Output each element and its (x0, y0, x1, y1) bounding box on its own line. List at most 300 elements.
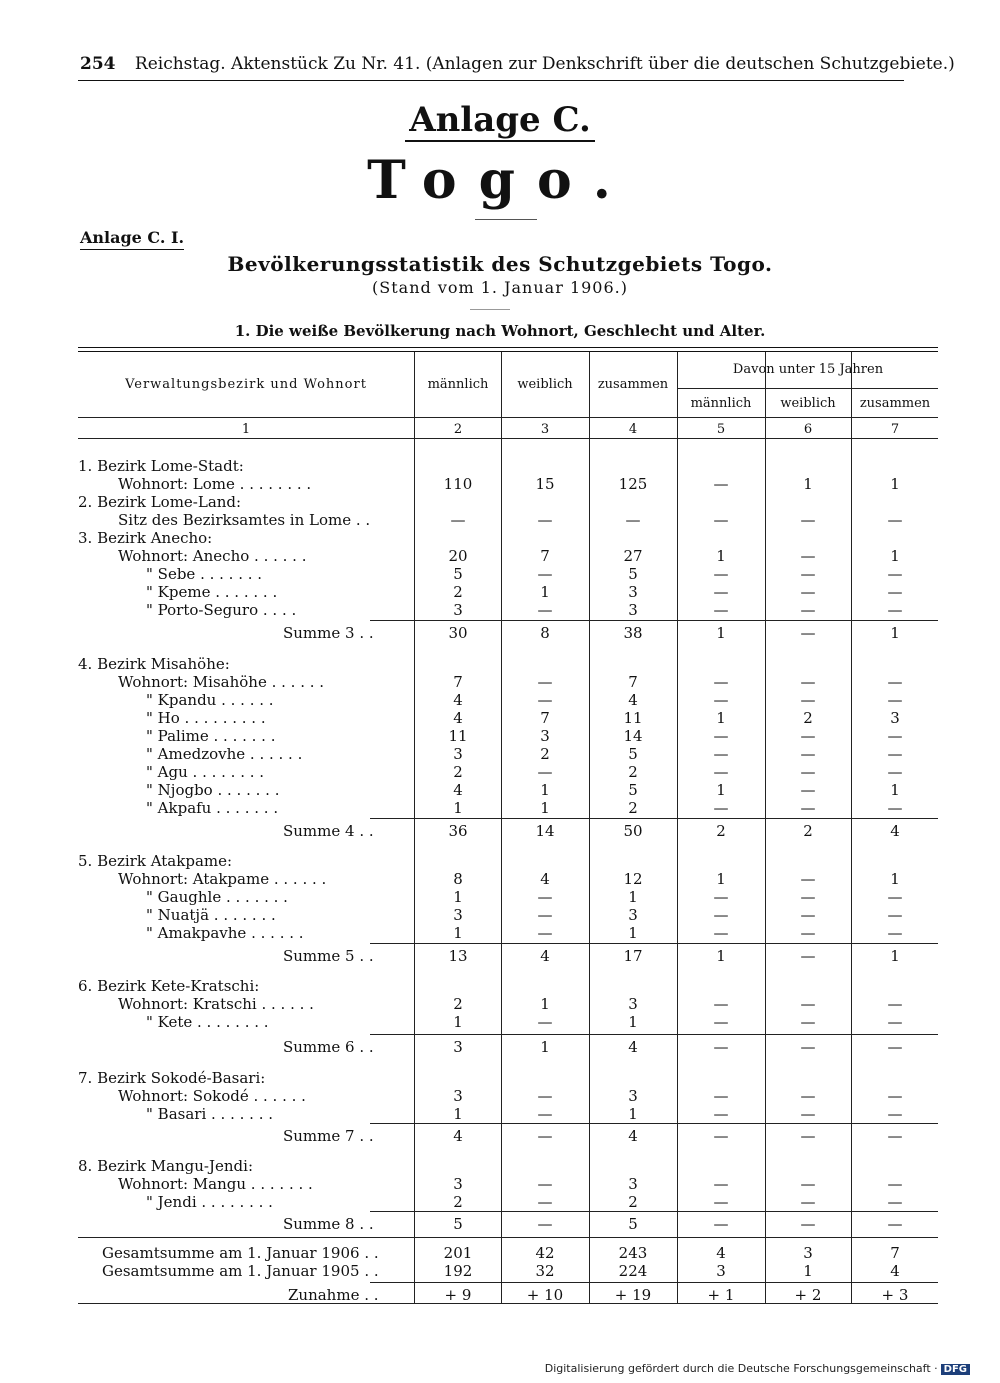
table-cell: 1 (716, 709, 726, 727)
table-cell: — (887, 906, 903, 924)
table-cell: 1 (453, 924, 463, 942)
row-label: " Basari . . . . . . . (146, 1105, 273, 1123)
table-cell: — (713, 583, 729, 601)
table-cell: — (713, 1087, 729, 1105)
table-cell: — (800, 1215, 816, 1233)
table-cell: 2 (628, 799, 638, 817)
table-cell: 12 (623, 870, 643, 888)
table-cell: + 1 (707, 1286, 735, 1304)
table-cell: — (537, 1105, 553, 1123)
table-cell: 7 (540, 547, 550, 565)
table-cell: — (713, 763, 729, 781)
table-row (0, 1069, 1000, 1087)
table-cell: 3 (453, 601, 463, 619)
table-cell: — (800, 691, 816, 709)
table-cell: 1 (716, 947, 726, 965)
table-cell: 42 (535, 1244, 555, 1262)
column-header-female-u15: weiblich (780, 396, 836, 411)
sum-rule (370, 620, 938, 621)
table-cell: — (713, 995, 729, 1013)
table-cell: — (800, 1013, 816, 1031)
table-cell: 3 (628, 995, 638, 1013)
table-cell: — (713, 1127, 729, 1145)
table-cell: 7 (540, 709, 550, 727)
table-cell: 3 (453, 1038, 463, 1056)
table-cell: 1 (716, 547, 726, 565)
column-header-male-u15: männlich (690, 396, 752, 411)
row-label: Wohnort: Misahöhe . . . . . . (118, 673, 325, 691)
table-cell: 1 (540, 781, 550, 799)
row-label: Summe 5 . . (283, 947, 374, 965)
table-cell: — (800, 673, 816, 691)
row-label: 6. Bezirk Kete-Kratschi: (78, 977, 260, 995)
running-header (80, 54, 955, 74)
table-cell: 5 (628, 1215, 638, 1233)
sum-row (0, 1286, 1000, 1304)
row-label: " Kpeme . . . . . . . (146, 583, 278, 601)
section-title: 1. Die weiße Bevölkerung nach Wohnort, Geschlecht und Alter. (234, 322, 766, 340)
table-cell: 1 (628, 1105, 638, 1123)
row-label: 5. Bezirk Atakpame: (78, 852, 233, 870)
table-row (0, 583, 1000, 601)
row-label: Wohnort: Kratschi . . . . . . (118, 995, 314, 1013)
table-cell: — (887, 601, 903, 619)
table-row (0, 727, 1000, 745)
table-cell: — (800, 727, 816, 745)
table-cell: — (713, 601, 729, 619)
table-cell: 1 (540, 995, 550, 1013)
dfg-logo: DFG (941, 1364, 970, 1375)
row-label: " Njogbo . . . . . . . (146, 781, 280, 799)
table-row (0, 655, 1000, 673)
totals-rule (78, 1237, 938, 1238)
table-row (0, 547, 1000, 565)
table-row (0, 565, 1000, 583)
table-cell: — (887, 763, 903, 781)
table-cell: + 3 (881, 1286, 909, 1304)
table-cell: 27 (623, 547, 643, 565)
table-row (0, 906, 1000, 924)
table-cell: 5 (453, 1215, 463, 1233)
sum-row (0, 947, 1000, 965)
table-cell: 3 (628, 1087, 638, 1105)
table-cell: — (537, 1127, 553, 1145)
table-row (0, 529, 1000, 547)
table-cell: 2 (453, 763, 463, 781)
country-title: Togo. (367, 150, 633, 211)
table-cell: 3 (628, 583, 638, 601)
table-cell: 14 (623, 727, 643, 745)
table-cell: — (800, 1105, 816, 1123)
row-label: 7. Bezirk Sokodé-Basari: (78, 1069, 266, 1087)
table-cell: — (800, 1175, 816, 1193)
table-cell: — (800, 870, 816, 888)
table-cell: 1 (716, 624, 726, 642)
table-cell: + 10 (526, 1286, 564, 1304)
row-label: Wohnort: Lome . . . . . . . . (118, 475, 312, 493)
table-row (0, 763, 1000, 781)
table-cell: 125 (618, 475, 648, 493)
table-cell: 3 (453, 906, 463, 924)
header-rule (78, 80, 904, 81)
table-cell: — (800, 763, 816, 781)
table-cell: 4 (453, 691, 463, 709)
table-cell: 3 (540, 727, 550, 745)
sum-rule (370, 1282, 938, 1283)
row-label: Summe 7 . . (283, 1127, 374, 1145)
table-cell: — (713, 924, 729, 942)
column-header-district: Verwaltungsbezirk und Wohnort (125, 377, 367, 392)
row-label: Wohnort: Sokodé . . . . . . (118, 1087, 306, 1105)
table-cell: 110 (443, 475, 473, 493)
table-cell: 1 (453, 1013, 463, 1031)
table-row (0, 1013, 1000, 1031)
table-cell: 50 (623, 822, 643, 840)
divider (470, 309, 510, 310)
table-cell: — (713, 1193, 729, 1211)
table-cell: — (800, 511, 816, 529)
table-cell: — (713, 1105, 729, 1123)
table-cell: — (887, 583, 903, 601)
table-cell: 11 (623, 709, 643, 727)
row-label: 8. Bezirk Mangu-Jendi: (78, 1157, 254, 1175)
row-label: " Sebe . . . . . . . (146, 565, 263, 583)
table-cell: 38 (623, 624, 643, 642)
table-cell: — (887, 1087, 903, 1105)
table-cell: — (713, 1215, 729, 1233)
table-cell: — (800, 995, 816, 1013)
table-row (0, 511, 1000, 529)
table-cell: 2 (453, 1193, 463, 1211)
table-cell: — (800, 547, 816, 565)
table-cell: — (887, 995, 903, 1013)
row-label: Wohnort: Mangu . . . . . . . (118, 1175, 313, 1193)
row-label: " Kpandu . . . . . . (146, 691, 274, 709)
table-cell: 5 (628, 781, 638, 799)
table-cell: — (713, 888, 729, 906)
table-cell: — (887, 1175, 903, 1193)
table-cell: 5 (628, 745, 638, 763)
table-cell: + 9 (444, 1286, 472, 1304)
table-cell: 7 (453, 673, 463, 691)
table-cell: — (800, 799, 816, 817)
row-label: " Kete . . . . . . . . (146, 1013, 269, 1031)
table-row (0, 1244, 1000, 1262)
table-cell: 2 (803, 822, 813, 840)
anlage-sub-title: Anlage C. I. (80, 228, 184, 250)
table-row (0, 1105, 1000, 1123)
footer-credit (545, 1362, 970, 1375)
column-number: 2 (453, 422, 463, 437)
table-cell: — (887, 924, 903, 942)
table-cell: — (800, 601, 816, 619)
row-label: Summe 8 . . (283, 1215, 374, 1233)
table-row (0, 977, 1000, 995)
footer-text: Digitalisierung gefördert durch die Deutsche Forschungsgemeinschaft · (544, 1362, 938, 1375)
table-cell: — (887, 745, 903, 763)
table-cell: 1 (540, 583, 550, 601)
column-header-total: zusammen (597, 377, 669, 392)
page-number: 254 (80, 54, 116, 74)
table-cell: 5 (453, 565, 463, 583)
table-cell: 3 (716, 1262, 726, 1280)
table-cell: 13 (448, 947, 468, 965)
table-row (0, 709, 1000, 727)
table-cell: — (713, 906, 729, 924)
table-cell: 30 (448, 624, 468, 642)
table-cell: — (713, 673, 729, 691)
table-cell: — (537, 906, 553, 924)
table-cell: 1 (890, 870, 900, 888)
table-cell: — (537, 1013, 553, 1031)
sum-rule (370, 1211, 938, 1212)
table-cell: 1 (890, 547, 900, 565)
table-cell: — (713, 1038, 729, 1056)
table-cell: 2 (628, 763, 638, 781)
table-top-rule (78, 347, 938, 348)
table-cell: 224 (618, 1262, 648, 1280)
table-cell: — (800, 745, 816, 763)
row-label: " Porto-Seguro . . . . (146, 601, 297, 619)
column-header-total-u15: zusammen (859, 396, 931, 411)
table-cell: — (887, 799, 903, 817)
table-cell: 36 (448, 822, 468, 840)
table-cell: 2 (540, 745, 550, 763)
table-cell: — (800, 1127, 816, 1145)
table-cell: — (713, 691, 729, 709)
table-cell: 4 (890, 1262, 900, 1280)
table-cell: 2 (453, 583, 463, 601)
table-cell: — (625, 511, 641, 529)
table-cell: 20 (448, 547, 468, 565)
table-cell: 192 (443, 1262, 473, 1280)
table-cell: 7 (628, 673, 638, 691)
sum-row (0, 624, 1000, 642)
table-cell: 1 (540, 799, 550, 817)
row-label: " Nuatjä . . . . . . . (146, 906, 276, 924)
table-cell: 4 (453, 781, 463, 799)
table-row (0, 852, 1000, 870)
table-cell: 1 (890, 475, 900, 493)
table-cell: 17 (623, 947, 643, 965)
table-row (0, 870, 1000, 888)
table-cell: 7 (890, 1244, 900, 1262)
table-row (0, 457, 1000, 475)
row-label: Summe 4 . . (283, 822, 374, 840)
table-cell: 2 (453, 995, 463, 1013)
column-group-header: Davon unter 15 Jahren (732, 362, 884, 377)
table-cell: 4 (453, 709, 463, 727)
table-cell: — (800, 781, 816, 799)
table-cell: — (800, 906, 816, 924)
group-header-rule (677, 388, 938, 389)
table-cell: — (887, 727, 903, 745)
row-label: " Agu . . . . . . . . (146, 763, 265, 781)
sum-rule (370, 818, 938, 819)
table-row (0, 995, 1000, 1013)
table-cell: — (887, 1215, 903, 1233)
table-cell: 1 (716, 870, 726, 888)
table-row (0, 1087, 1000, 1105)
table-cell: — (537, 673, 553, 691)
column-number: 3 (540, 422, 550, 437)
table-cell: 1 (628, 888, 638, 906)
column-number: 4 (628, 422, 638, 437)
table-cell: 243 (618, 1244, 648, 1262)
table-cell: 201 (443, 1244, 473, 1262)
sum-row (0, 822, 1000, 840)
table-cell: — (887, 1038, 903, 1056)
table-row (0, 1175, 1000, 1193)
table-cell: 2 (803, 709, 813, 727)
anlage-title: Anlage C. (0, 100, 1000, 140)
column-number: 7 (890, 422, 900, 437)
table-cell: — (887, 1127, 903, 1145)
table-cell: 4 (540, 947, 550, 965)
row-label: " Akpafu . . . . . . . (146, 799, 279, 817)
table-cell: — (800, 565, 816, 583)
table-cell: 1 (453, 888, 463, 906)
table-cell: 8 (453, 870, 463, 888)
table-cell: 1 (628, 924, 638, 942)
table-cell: 3 (890, 709, 900, 727)
row-label: 1. Bezirk Lome-Stadt: (78, 457, 244, 475)
table-cell: 3 (453, 745, 463, 763)
table-cell: — (537, 924, 553, 942)
table-cell: 1 (453, 1105, 463, 1123)
column-number: 1 (241, 422, 251, 437)
row-label: Summe 6 . . (283, 1038, 374, 1056)
row-label: " Amedzovhe . . . . . . (146, 745, 303, 763)
column-header-male: männlich (427, 377, 489, 392)
table-cell: — (713, 475, 729, 493)
table-cell: — (800, 624, 816, 642)
table-top-rule (78, 351, 938, 352)
column-number-rule (78, 438, 938, 439)
subtitle: (Stand vom 1. Januar 1906.) (372, 278, 628, 297)
table-cell: 1 (890, 624, 900, 642)
row-label: Gesamtsumme am 1. Januar 1906 . . (102, 1244, 379, 1262)
row-label: 4. Bezirk Misahöhe: (78, 655, 230, 673)
table-cell: 4 (628, 1038, 638, 1056)
table-row (0, 475, 1000, 493)
row-label: " Gaughle . . . . . . . (146, 888, 288, 906)
table-cell: — (887, 888, 903, 906)
table-row (0, 691, 1000, 709)
table-cell: 3 (453, 1087, 463, 1105)
table-cell: — (713, 511, 729, 529)
row-label: Sitz des Bezirksamtes in Lome . . (118, 511, 371, 529)
table-cell: — (713, 1175, 729, 1193)
table-cell: 11 (448, 727, 468, 745)
table-cell: — (537, 1215, 553, 1233)
row-label: Wohnort: Anecho . . . . . . (118, 547, 307, 565)
table-cell: 4 (716, 1244, 726, 1262)
table-cell: 4 (453, 1127, 463, 1145)
table-row (0, 781, 1000, 799)
table-cell: 3 (628, 906, 638, 924)
table-cell: — (887, 691, 903, 709)
table-cell: — (887, 1105, 903, 1123)
table-row (0, 601, 1000, 619)
row-label: " Amakpavhe . . . . . . (146, 924, 304, 942)
table-cell: 8 (540, 624, 550, 642)
table-cell: 1 (453, 799, 463, 817)
table-bottom-rule (78, 1303, 938, 1304)
table-cell: 4 (628, 691, 638, 709)
table-row (0, 745, 1000, 763)
header-text: Reichstag. Aktenstück Zu Nr. 41. (Anlagen zur Denkschrift über die deutschen Schutzgebiete.) (134, 54, 955, 74)
table-cell: 1 (803, 1262, 813, 1280)
table-cell: — (887, 673, 903, 691)
table-cell: — (537, 1175, 553, 1193)
table-cell: — (713, 799, 729, 817)
table-cell: 5 (628, 565, 638, 583)
table-cell: — (800, 1087, 816, 1105)
table-cell: — (537, 1193, 553, 1211)
sum-row (0, 1038, 1000, 1056)
main-title: Bevölkerungsstatistik des Schutzgebiets Togo. (227, 252, 773, 276)
table-row (0, 673, 1000, 691)
table-cell: — (887, 1193, 903, 1211)
row-label: Zunahme . . (288, 1286, 379, 1304)
table-cell: — (450, 511, 466, 529)
table-cell: — (800, 924, 816, 942)
table-cell: 1 (803, 475, 813, 493)
table-cell: — (537, 1087, 553, 1105)
table-cell: 2 (628, 1193, 638, 1211)
sum-row (0, 1215, 1000, 1233)
row-label: " Jendi . . . . . . . . (146, 1193, 273, 1211)
table-cell: + 2 (794, 1286, 822, 1304)
table-cell: — (537, 763, 553, 781)
table-cell: + 19 (614, 1286, 652, 1304)
table-cell: 1 (628, 1013, 638, 1031)
row-label: 3. Bezirk Anecho: (78, 529, 213, 547)
table-cell: 1 (890, 947, 900, 965)
table-cell: — (800, 1193, 816, 1211)
row-label: 2. Bezirk Lome-Land: (78, 493, 242, 511)
table-cell: — (537, 888, 553, 906)
table-row (0, 888, 1000, 906)
table-cell: 4 (890, 822, 900, 840)
row-label: " Palime . . . . . . . (146, 727, 276, 745)
table-row (0, 493, 1000, 511)
table-cell: — (800, 583, 816, 601)
table-cell: 3 (453, 1175, 463, 1193)
table-cell: — (887, 565, 903, 583)
table-cell: 4 (628, 1127, 638, 1145)
table-cell: — (800, 888, 816, 906)
row-label: " Ho . . . . . . . . . (146, 709, 266, 727)
table-cell: 15 (535, 475, 555, 493)
table-cell: — (537, 511, 553, 529)
table-cell: 1 (890, 781, 900, 799)
table-cell: 4 (540, 870, 550, 888)
table-cell: — (537, 601, 553, 619)
table-cell: 3 (628, 601, 638, 619)
table-cell: — (713, 727, 729, 745)
table-cell: 2 (716, 822, 726, 840)
table-cell: — (800, 947, 816, 965)
row-label: Wohnort: Atakpame . . . . . . (118, 870, 327, 888)
table-row (0, 799, 1000, 817)
table-cell: — (537, 691, 553, 709)
table-cell: 1 (540, 1038, 550, 1056)
table-cell: — (800, 1038, 816, 1056)
table-cell: — (537, 565, 553, 583)
table-row (0, 924, 1000, 942)
